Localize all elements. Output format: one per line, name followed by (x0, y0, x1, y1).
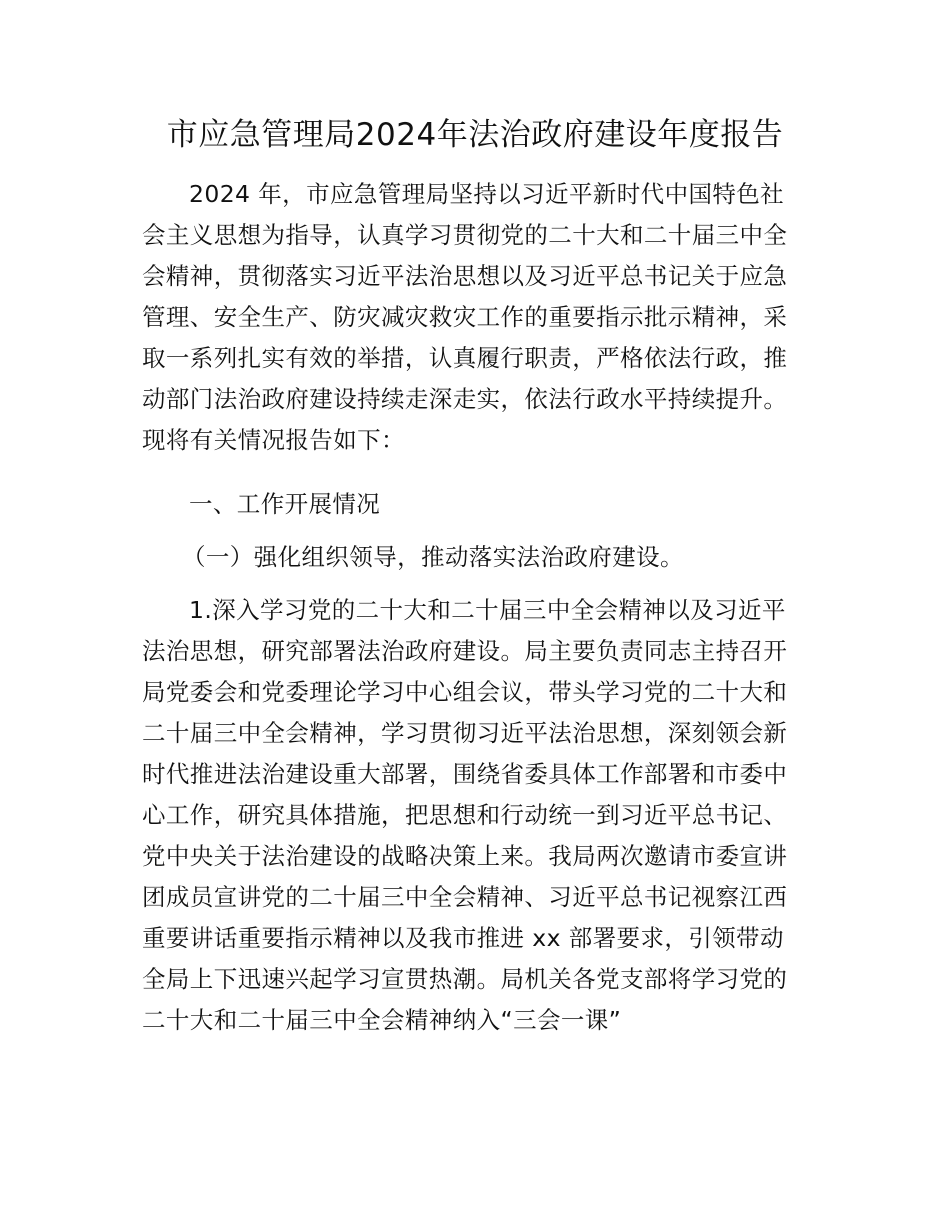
paragraph-line: 二十届三中全会精神，学习贯彻习近平法治思想，深刻领会新 (142, 719, 788, 747)
subsection-heading-block (142, 537, 812, 578)
paragraph-line: 时代推进法治建设重大部署，围绕省委具体工作部署和市委中 (142, 760, 788, 788)
paragraph-line: 会主义思想为指导，认真学习贯彻党的二十大和二十届三中全 (142, 221, 788, 249)
section-heading: 一、工作开展情况 (189, 490, 381, 518)
paragraph-line: 取一系列扎实有效的举措，认真履行职责，严格依法行政，推 (142, 344, 788, 372)
paragraph-line: 二十大和二十届三中全会精神纳入“三会一课” (142, 1006, 622, 1034)
paragraph-line: 动部门法治政府建设持续走深走实，依法行政水平持续提升。 (142, 385, 788, 413)
paragraph-line: 团成员宣讲党的二十届三中全会精神、习近平总书记视察江西 (142, 883, 788, 911)
document-title: 市应急管理局2024年法治政府建设年度报告 (166, 117, 784, 153)
paragraph-line: 会精神，贯彻落实习近平法治思想以及习近平总书记关于应急 (142, 262, 788, 290)
paragraph-line: 全局上下迅速兴起学习宣贯热潮。局机关各党支部将学习党的 (142, 965, 788, 993)
paragraph-line: 党中央关于法治建设的战略决策上来。我局两次邀请市委宣讲 (142, 842, 788, 870)
paragraph-line: 现将有关情况报告如下： (142, 426, 405, 454)
paragraph-line: 2024 年，市应急管理局坚持以习近平新时代中国特色社 (189, 180, 785, 208)
paragraph-line: 局党委会和党委理论学习中心组会议，带头学习党的二十大和 (142, 678, 788, 706)
item-1-paragraph (142, 590, 812, 1041)
paragraph-line: 重要讲话重要指示精神以及我市推进 xx 部署要求，引领带动 (142, 924, 784, 952)
section-heading-block (142, 484, 812, 525)
paragraph-line: 法治思想，研究部署法治政府建设。局主要负责同志主持召开 (142, 637, 788, 665)
subsection-heading: （一）强化组织领导，推动落实法治政府建设。 (182, 543, 684, 571)
paragraph-line: 1.深入学习党的二十大和二十届三中全会精神以及习近平 (189, 596, 786, 624)
paragraph-line: 心工作，研究具体措施，把思想和行动统一到习近平总书记、 (142, 801, 788, 829)
paragraph-line: 管理、安全生产、防灾减灾救灾工作的重要指示批示精神，采 (142, 303, 788, 331)
intro-paragraph (142, 174, 812, 461)
